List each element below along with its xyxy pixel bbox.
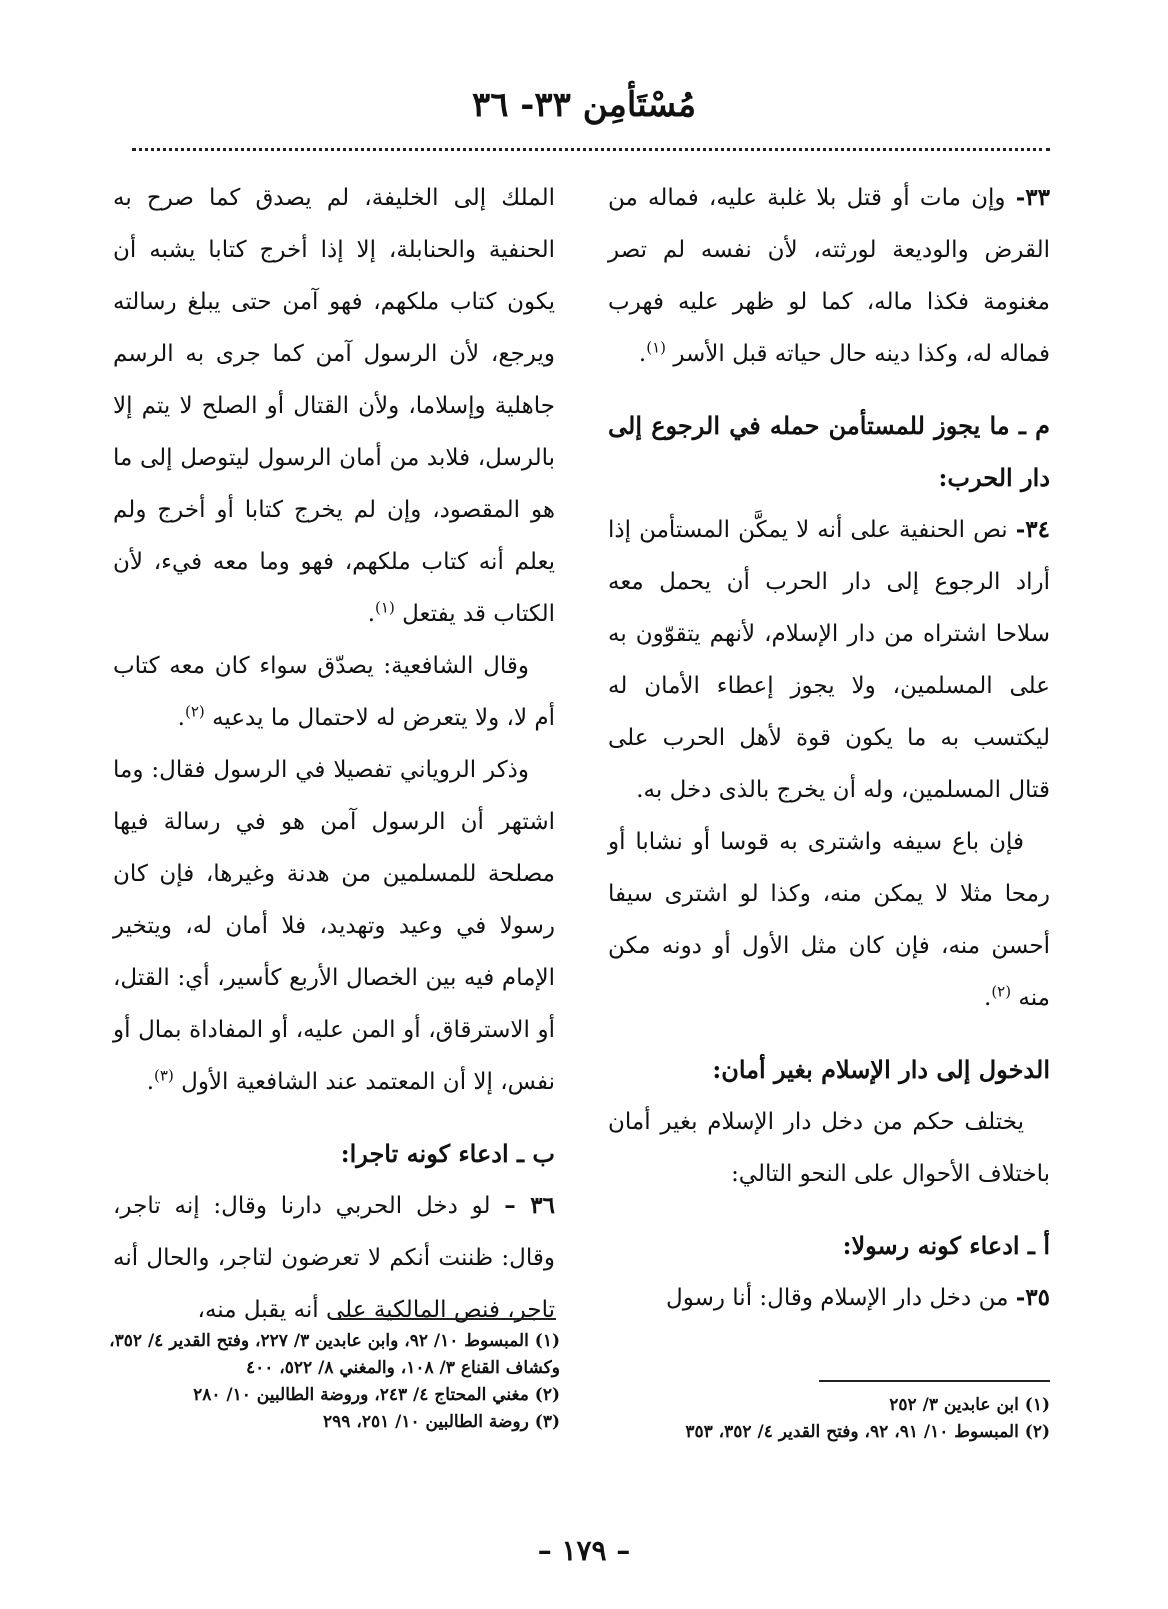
paragraph-number: ٣٣-: [1015, 184, 1051, 211]
header-dotted-divider: [132, 148, 1050, 151]
paragraph-34: [608, 504, 1050, 816]
page-number: – ١٧٩ –: [537, 1534, 631, 1567]
footnote-item: (٣) روضة الطالبين ١٠/ ٢٥١، ٢٩٩: [323, 1412, 560, 1432]
paragraph-text: وقال الشافعية: يصدّق سواء كان معه كتاب أم لا، ولا يتعرض له لاحتمال ما يدعيه: [113, 653, 555, 731]
paragraph-shafii: وقال الشافعية: يصدّق سواء كان معه كتاب أم لا، ولا يتعرض له لاحتمال ما يدعيه $^{(٢)}$.: [113, 653, 555, 731]
paragraph-36: [113, 1180, 555, 1336]
section-heading-a: أ ـ ادعاء كونه رسولا:: [842, 1231, 1050, 1260]
paragraph-text: نص الحنفية على أنه لا يمكَّن المستأمن إذا أراد الرجوع إلى دار الحرب أن يحمل معه سلاحا اشتراه من دار الإسلام، لأنهم يتقوّون به على المسلمين، ولا يجوز إعطاء الأمان له ليكتسب به ما يكون قوة لأهل الحرب على قتال المسلمين، وله أن يخرج بالذى دخل به.: [608, 517, 1050, 803]
paragraph-text: من دخل دار الإسلام وقال: أنا رسول: [666, 1285, 1009, 1311]
footnote-ref: (٣): [154, 1066, 174, 1085]
footnote-item: (١) المبسوط ١٠/ ٩٢، وابن عابدين ٣/ ٢٢٧، وفتح القدير ٤/ ٣٥٢، وكشاف القناع ٣/ ١٠٨، والمغني ٨/ ٥٢٢، ٤٠٠: [109, 1331, 560, 1378]
footnote-ref: (٢): [991, 982, 1012, 1001]
paragraph-ruyani: وذكر الروياني تفصيلا في الرسول فقال: وما اشتهر أن الرسول آمن هو في رسالة فيها مصلحة للمسلمين من هدنة وغيرها، فإن كان رسولا في وعيد وتهديد، فلا أمان له، ويتخير الإمام فيه بين الخصال الأربع كأسير، أي: القتل، أو الاسترقاق، أو المن عليه، أو المفاداة بمال أو نفس، إلا أن المعتمد عند الشافعية الأول $^{(٣)}$.: [113, 757, 555, 1095]
page-header-title: مُسْتَأمِن ٣٣- ٣٦: [471, 85, 697, 125]
footnote-item: (٢) مغني المحتاج ٤/ ٢٤٣، وروضة الطالبين ١٠/ ٢٨٠: [193, 1385, 560, 1405]
paragraph-35: [608, 1272, 1050, 1324]
section-heading-entry: الدخول إلى دار الإسلام بغير أمان:: [712, 1055, 1050, 1084]
footnote-divider-left: [336, 1318, 556, 1320]
paragraph-number: ٣٤-: [1015, 516, 1051, 543]
paragraph-text: الملك إلى الخليفة، لم يصدق كما صرح به الحنفية والحنابلة، إلا إذا أخرج كتابا يشبه أن يكون كتاب ملكهم، فهو آمن حتى يبلغ رسالته ويرجع، لأن الرسول آمن كما جرى به الرسم جاهلية وإسلاما، ولأن القتال أو الصلح لا يتم إلا بالرسل، فلابد من أمان الرسول ليتوصل إلى ما هو المقصود، وإن لم يخرج كتابا أو أخرج ولم يعلم أنه كتاب ملكهم، فهو وما معه فيء، لأن الكتاب قد يفتعل: [113, 185, 555, 627]
paragraph-35-continued: الملك إلى الخليفة، لم يصدق كما صرح به الحنفية والحنابلة، إلا إذا أخرج كتابا يشبه أن يكون كتاب ملكهم، فهو آمن حتى يبلغ رسالته ويرجع، لأن الرسول آمن كما جرى به الرسم جاهلية وإسلاما، ولأن القتال أو الصلح لا يتم إلا بالرسل، فلابد من أمان الرسول ليتوصل إلى ما هو المقصود، وإن لم يخرج كتابا أو أخرج ولم يعلم أنه كتاب ملكهم، فهو وما معه فيء، لأن الكتاب قد يفتعل $^{(١)}$.: [113, 185, 555, 627]
left-column: [113, 172, 555, 1336]
footnote-divider-right: [819, 1380, 1050, 1382]
paragraph-33: ٣٣- وإن مات أو قتل بلا غلبة عليه، فماله من القرض والوديعة لورثته، لأن نفسه لم تصر مغنومة فكذا ماله، كما لو ظهر عليه فهرب فماله له، وكذا دينه حال حياته قبل الأسر $^{(١)}$.: [608, 184, 1051, 367]
footnote-item: (١) ابن عابدين ٣/ ٢٥٢: [889, 1395, 1050, 1415]
footnote-ref: (١): [375, 598, 395, 617]
footnotes-right: [590, 1392, 1050, 1446]
paragraph-entry: يختلف حكم من دخل دار الإسلام بغير أمان باختلاف الأحوال على النحو التالي:: [608, 1109, 1050, 1187]
section-heading-m: م ـ ما يجوز للمستأمن حمله في الرجوع إلى دار الحرب:: [608, 411, 1050, 492]
paragraph-text: وإن مات أو قتل بلا غلبة عليه، فماله من القرض والوديعة لورثته، لأن نفسه لم تصر مغنومة فكذا ماله، كما لو ظهر عليه فهرب فماله له، وكذا دينه حال حياته قبل الأسر: [608, 185, 1050, 367]
paragraph-number: ٣٦ –: [504, 1192, 555, 1219]
footnote-ref: (١): [646, 338, 667, 357]
right-column: [608, 172, 1050, 1324]
paragraph-text: وذكر الروياني تفصيلا في الرسول فقال: وما اشتهر أن الرسول آمن هو في رسالة فيها مصلحة للمسلمين من هدنة وغيرها، فإن كان رسولا في وعيد وتهديد، فلا أمان له، ويتخير الإمام فيه بين الخصال الأربع كأسير، أي: القتل، أو الاسترقاق، أو المن عليه، أو المفاداة بمال أو نفس، إلا أن المعتمد عند الشافعية الأول: [113, 757, 555, 1095]
footnotes-left: [100, 1328, 560, 1436]
footnote-item: (٢) المبسوط ١٠/ ٩١، ٩٢، وفتح القدير ٤/ ٣٥٢، ٣٥٣: [685, 1422, 1050, 1442]
paragraph-number: ٣٥-: [1015, 1284, 1050, 1311]
paragraph-34-continued: فإن باع سيفه واشترى به قوسا أو نشابا أو رمحا مثلا لا يمكن منه، وكذا لو اشترى سيفا أحسن منه، فإن كان مثل الأول أو دونه مكن منه $^{(٢)}$.: [608, 829, 1050, 1011]
paragraph-text: فإن باع سيفه واشترى به قوسا أو نشابا أو رمحا مثلا لا يمكن منه، وكذا لو اشترى سيفا أحسن منه، فإن كان مثل الأول أو دونه مكن منه: [608, 829, 1050, 1011]
section-heading-b: ب ـ ادعاء كونه تاجرا:: [340, 1139, 555, 1168]
footnote-ref: (٢): [184, 702, 205, 721]
paragraph-text: لو دخل الحربي دارنا وقال: إنه تاجر، وقال: ظننت أنكم لا تعرضون لتاجر، والحال أنه تاجر، فنص المالكية على أنه يقبل منه،: [113, 1193, 555, 1323]
